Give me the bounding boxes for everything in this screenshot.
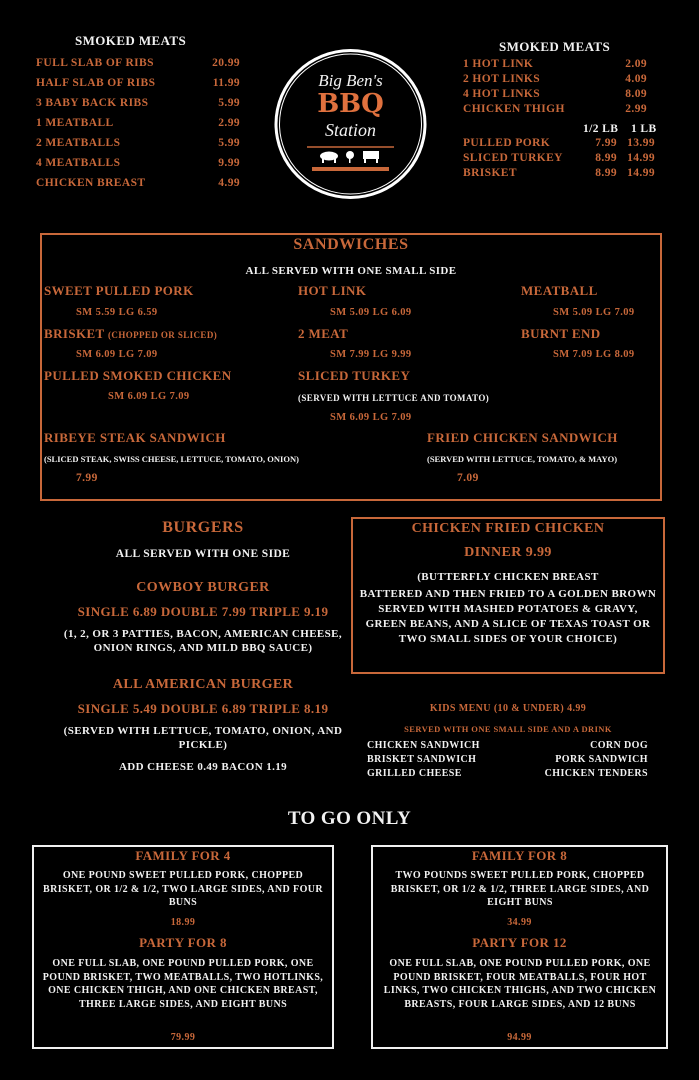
kids-menu-subtitle: SERVED WITH ONE SMALL SIDE AND A DRINK bbox=[404, 724, 612, 734]
full-lb-price: 14.99 bbox=[627, 167, 655, 179]
kids-item: BRISKET SANDWICH bbox=[367, 754, 477, 765]
kids-item: CHICKEN SANDWICH bbox=[367, 740, 480, 751]
menu-item-name: CHICKEN BREAST bbox=[36, 177, 146, 189]
to-go-title: TO GO ONLY bbox=[287, 808, 412, 829]
cfc-price: DINNER 9.99 bbox=[464, 545, 552, 560]
burger-description: (SERVED WITH LETTUCE, TOMATO, ONION, AND PICKLE) bbox=[63, 725, 343, 751]
sandwich-name: BURNT END bbox=[521, 326, 601, 341]
sandwich-price: 7.09 bbox=[457, 472, 479, 484]
sandwich-name-text: BRISKET bbox=[44, 326, 105, 341]
menu-item-price: 11.99 bbox=[212, 77, 240, 89]
smoked-meats-right-title: SMOKED MEATS bbox=[499, 39, 611, 54]
half-lb-price: 8.99 bbox=[595, 167, 617, 179]
package-price: 18.99 bbox=[170, 917, 196, 928]
menu-item-name: 4 MEATBALLS bbox=[36, 157, 121, 169]
kids-item: PORK SANDWICH bbox=[555, 754, 648, 765]
burgers-title: BURGERS bbox=[162, 519, 244, 536]
menu-item-name: 2 HOT LINKS bbox=[463, 73, 541, 85]
burger-name: COWBOY BURGER bbox=[136, 580, 270, 595]
full-lb-price: 14.99 bbox=[627, 152, 655, 164]
burger-name: ALL AMERICAN BURGER bbox=[112, 677, 294, 692]
size-header-full: 1 LB bbox=[631, 123, 657, 135]
logo-line-1: Big Ben's bbox=[318, 71, 383, 90]
sandwich-note: (CHOPPED OR SLICED) bbox=[108, 330, 218, 340]
half-lb-price: 7.99 bbox=[595, 137, 617, 149]
menu-item-name: BRISKET bbox=[463, 167, 517, 179]
menu-item-name: 1 HOT LINK bbox=[463, 58, 534, 70]
burger-prices: SINGLE 6.89 DOUBLE 7.99 TRIPLE 9.19 bbox=[77, 604, 329, 619]
menu-item-name: PULLED PORK bbox=[463, 137, 551, 149]
menu-item-price: 2.99 bbox=[218, 117, 240, 129]
menu-item-price: 2.99 bbox=[625, 103, 647, 115]
burgers-subtitle: ALL SERVED WITH ONE SIDE bbox=[115, 548, 291, 560]
sandwich-price: SM 7.99 LG 9.99 bbox=[330, 349, 412, 360]
menu-item-name: 4 HOT LINKS bbox=[463, 88, 541, 100]
burger-prices: SINGLE 5.49 DOUBLE 6.89 TRIPLE 8.19 bbox=[77, 701, 329, 716]
kids-item: CHICKEN TENDERS bbox=[544, 768, 648, 779]
full-lb-price: 13.99 bbox=[627, 137, 655, 149]
sandwiches-subtitle: ALL SERVED WITH ONE SMALL SIDE bbox=[245, 265, 457, 277]
sandwich-name: 2 MEAT bbox=[298, 326, 349, 341]
sandwich-price: SM 5.09 LG 7.09 bbox=[553, 307, 635, 318]
burger-addons: ADD CHEESE 0.49 BACON 1.19 bbox=[118, 761, 288, 773]
cfc-subtitle: (BUTTERFLY CHICKEN BREAST bbox=[417, 571, 599, 583]
restaurant-logo bbox=[272, 47, 429, 201]
package-price: 34.99 bbox=[507, 917, 532, 928]
menu-item-name: CHICKEN THIGH bbox=[463, 103, 565, 115]
sandwich-name: PULLED SMOKED CHICKEN bbox=[44, 368, 232, 383]
sandwich-price: SM 5.59 LG 6.59 bbox=[76, 307, 158, 318]
menu-item-price: 5.99 bbox=[218, 97, 240, 109]
menu-item-price: 4.09 bbox=[625, 73, 647, 85]
package-description: ONE POUND SWEET PULLED PORK, CHOPPED BRISKET, OR 1/2 & 1/2, TWO LARGE SIDES, AND FOUR BUNS bbox=[43, 870, 323, 908]
menu-item-price: 2.09 bbox=[625, 58, 647, 70]
sandwich-name: MEATBALL bbox=[521, 283, 598, 298]
logo-line-3: Station bbox=[324, 120, 376, 140]
sandwich-price: SM 6.09 LG 7.09 bbox=[76, 349, 158, 360]
sandwich-note: (SERVED WITH LETTUCE, TOMATO, & MAYO) bbox=[427, 454, 618, 464]
menu-item-price: 9.99 bbox=[218, 157, 240, 169]
burger-description: (1, 2, OR 3 PATTIES, BACON, AMERICAN CHEESE, ONION RINGS, AND MILD BBQ SAUCE) bbox=[63, 628, 343, 654]
menu-item-price: 20.99 bbox=[212, 57, 240, 69]
menu-item-price: 8.09 bbox=[625, 88, 647, 100]
sandwich-price: SM 5.09 LG 6.09 bbox=[330, 307, 412, 318]
package-name: FAMILY FOR 8 bbox=[471, 848, 568, 863]
half-lb-price: 8.99 bbox=[595, 152, 617, 164]
menu-item-name: 1 MEATBALL bbox=[36, 117, 114, 129]
sandwich-note: (SERVED WITH LETTUCE AND TOMATO) bbox=[298, 393, 490, 403]
package-description: ONE FULL SLAB, ONE POUND PULLED PORK, ONE POUND BRISKET, TWO MEATBALLS, TWO HOTLINKS, ONE CHICKEN THIGH, AND ONE CHICKEN BREAST, THREE LARGE SIDES, AND EIGHT BUNS bbox=[42, 958, 324, 1010]
sandwiches-title: SANDWICHES bbox=[293, 236, 409, 253]
menu-item-name: SLICED TURKEY bbox=[463, 152, 563, 164]
sandwich-price: SM 6.09 LG 7.09 bbox=[108, 391, 190, 402]
kids-menu-title: KIDS MENU (10 & UNDER) 4.99 bbox=[429, 703, 587, 714]
menu-item-name: 3 BABY BACK RIBS bbox=[36, 97, 149, 109]
package-name: PARTY FOR 8 bbox=[139, 935, 227, 950]
sandwich-name: HOT LINK bbox=[298, 283, 367, 298]
menu-item-name: 2 MEATBALLS bbox=[36, 137, 121, 149]
sandwich-name: SLICED TURKEY bbox=[298, 368, 411, 383]
menu-item-price: 5.99 bbox=[218, 137, 240, 149]
kids-item: CORN DOG bbox=[590, 740, 648, 751]
cfc-title: CHICKEN FRIED CHICKEN bbox=[411, 521, 605, 536]
smoked-meats-left-title: SMOKED MEATS bbox=[75, 33, 187, 48]
sandwich-price: 7.99 bbox=[76, 472, 98, 484]
menu-item-name: FULL SLAB OF RIBS bbox=[36, 57, 154, 69]
sandwich-name bbox=[44, 327, 217, 342]
package-name: FAMILY FOR 4 bbox=[135, 848, 231, 863]
sandwich-price: SM 7.09 LG 8.09 bbox=[553, 349, 635, 360]
package-price: 79.99 bbox=[170, 1032, 196, 1043]
sandwich-price: SM 6.09 LG 7.09 bbox=[330, 412, 412, 423]
package-name: PARTY FOR 12 bbox=[472, 935, 567, 950]
size-header-half: 1/2 LB bbox=[583, 123, 619, 135]
package-description: TWO POUNDS SWEET PULLED PORK, CHOPPED BRISKET, OR 1/2 & 1/2, THREE LARGE SIDES, AND EIGHT BUNS bbox=[390, 870, 650, 908]
logo-line-2: BBQ bbox=[317, 89, 384, 119]
kids-item: GRILLED CHEESE bbox=[367, 768, 462, 779]
menu-item-price: 4.99 bbox=[218, 177, 240, 189]
cfc-description: BATTERED AND THEN FRIED TO A GOLDEN BROWN SERVED WITH MASHED POTATOES & GRAVY, GREEN BEANS, AND A SLICE OF TEXAS TOAST OR TWO SMALL SIDES OF YOUR CHOICE) bbox=[359, 588, 657, 645]
package-description: ONE FULL SLAB, ONE POUND PULLED PORK, ONE POUND BRISKET, FOUR MEATBALLS, FOUR HOT LINKS, TWO CHICKEN THIGHS, AND TWO CHICKEN BREASTS, FOUR LARGE SIDES, AND 12 BUNS bbox=[383, 958, 657, 1010]
sandwich-name: RIBEYE STEAK SANDWICH bbox=[44, 430, 226, 445]
sandwich-name: FRIED CHICKEN SANDWICH bbox=[427, 430, 618, 445]
menu-item-name: HALF SLAB OF RIBS bbox=[36, 77, 156, 89]
sandwich-note: (SLICED STEAK, SWISS CHEESE, LETTUCE, TOMATO, ONION) bbox=[44, 454, 299, 464]
package-price: 94.99 bbox=[507, 1032, 532, 1043]
sandwich-name: SWEET PULLED PORK bbox=[44, 283, 194, 298]
